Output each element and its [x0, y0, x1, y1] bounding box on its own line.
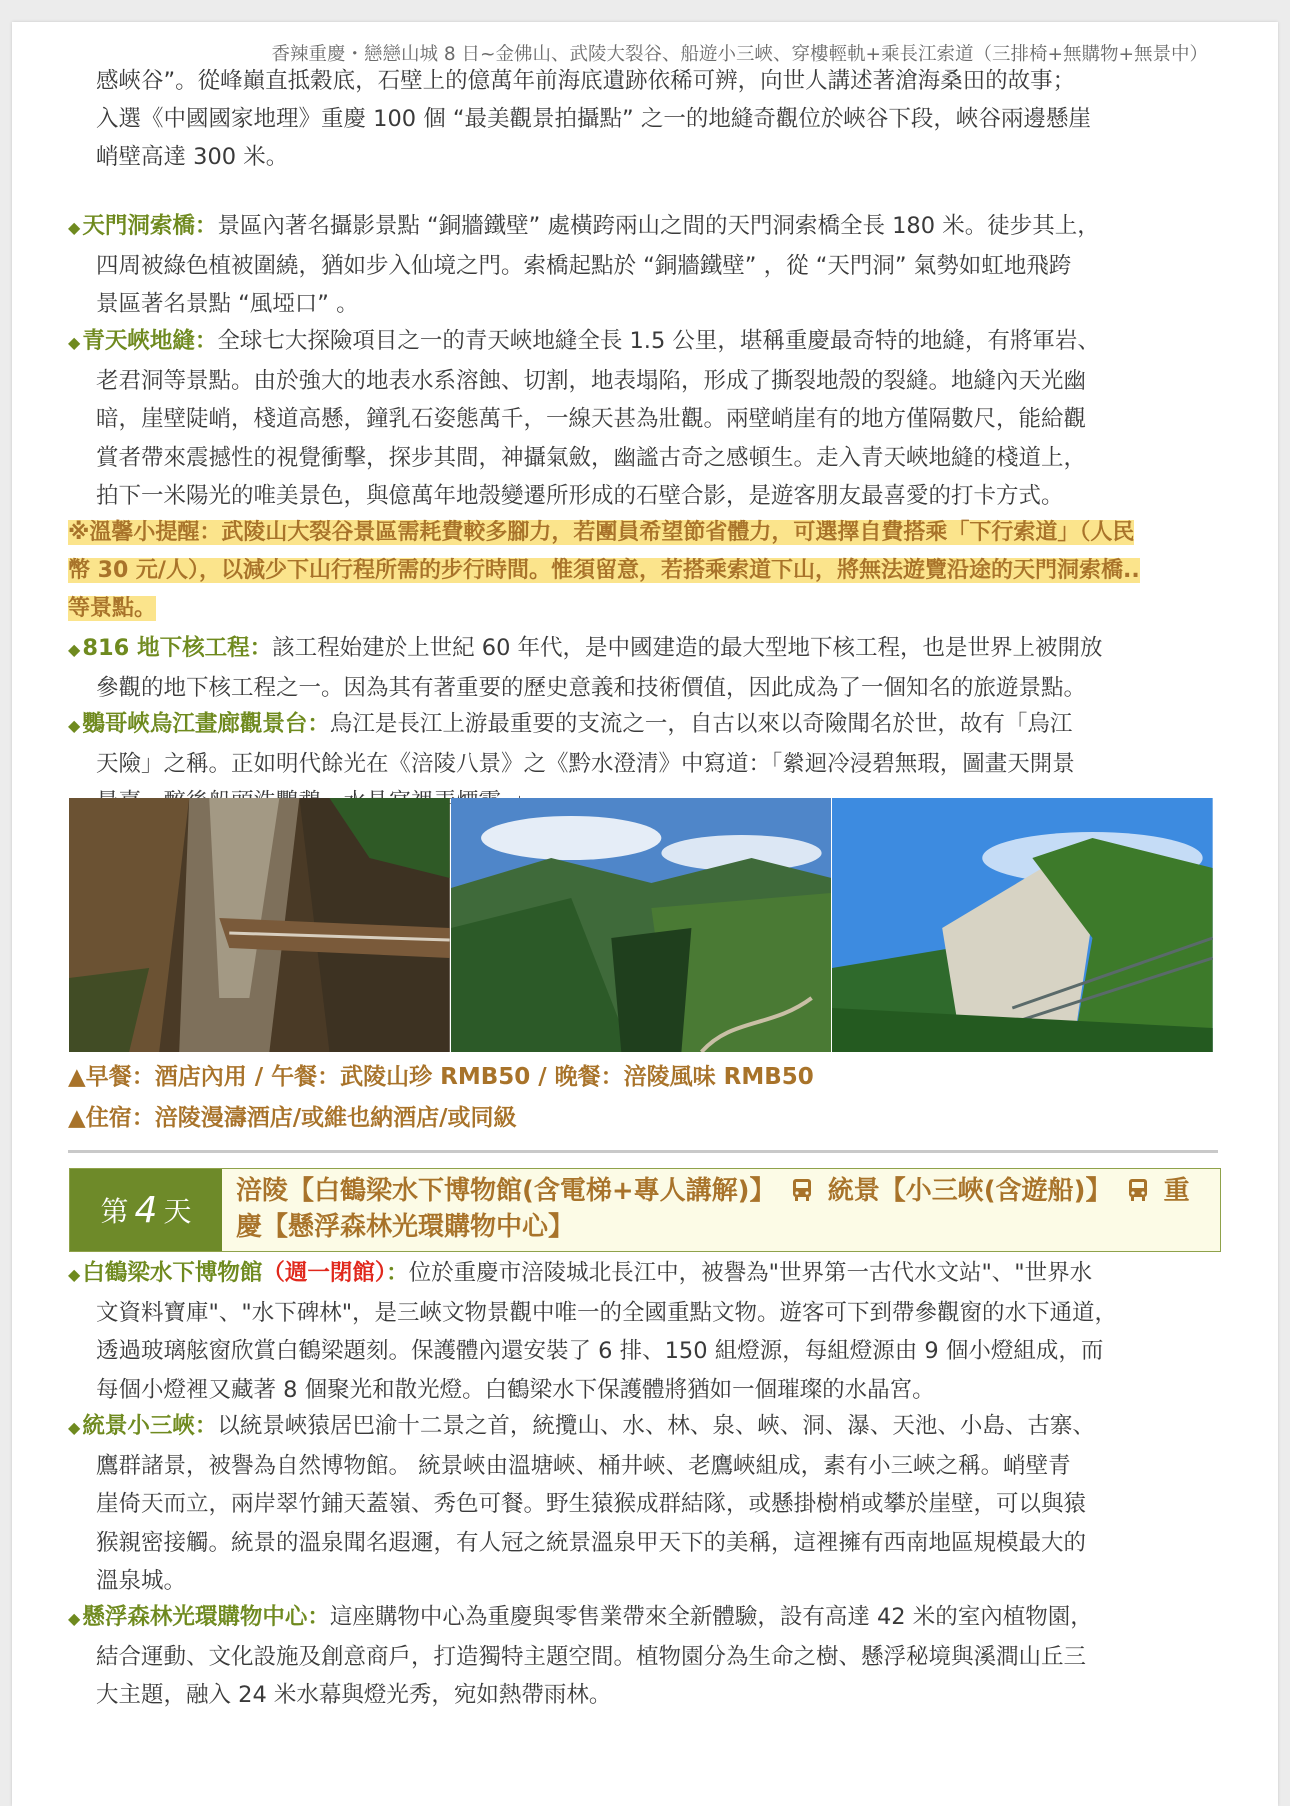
attraction-tianmendong-bridge	[68, 207, 1228, 324]
diamond-bullet-icon: ◆	[68, 333, 81, 352]
accommodation-line: ▲住宿：涪陵漫濤酒店/或維也納酒店/或同級	[68, 1105, 517, 1131]
notice-line: 等景點。	[68, 596, 157, 622]
text-line: 結合運動、文化設施及創意商戶，打造獨特主題空間。植物園分為生命之樹、懸浮秘境與溪澗山丘三	[96, 1644, 1087, 1671]
text-line: 這座購物中心為重慶與零售業帶來全新體驗，設有高達 42 米的室內植物園，	[329, 1604, 1093, 1630]
text-line: 老君洞等景點。由於強大的地表水系溶蝕、切割，地表塌陷，形成了撕裂地殼的裂縫。地縫內天光幽	[96, 368, 1087, 395]
bus-icon	[1127, 1178, 1149, 1202]
attraction-title: 天門洞索橋：	[82, 213, 218, 239]
day-title-segment: 重	[1163, 1176, 1190, 1206]
text-line: 大主題，融入 24 米水幕與燈光秀，宛如熱帶雨林。	[96, 1682, 612, 1709]
attraction-baiheliang-museum	[68, 1254, 1228, 1409]
attraction-title: 懸浮森林光環購物中心：	[82, 1604, 330, 1630]
day-title-segment: 涪陵【白鶴梁水下博物館(含電梯+專人講解)】	[236, 1176, 776, 1206]
text-line: 峭壁高達 300 米。	[96, 144, 289, 171]
photo-cliff-suspension-bridge	[832, 798, 1213, 1052]
day-4-header	[69, 1168, 1221, 1252]
photo-strip	[69, 798, 1213, 1052]
attraction-tongjing-three-gorges	[68, 1407, 1228, 1600]
text-line: 溫泉城。	[96, 1567, 187, 1594]
day-label-prefix: 第	[100, 1195, 129, 1228]
text-line: 文資料寶庫"、"水下碑林"，是三峽文物景觀中唯一的全國重點文物。遊客可下到帶參觀窗的水下通道，	[96, 1300, 1118, 1327]
text-line: 崖倚天而立，兩岸翠竹鋪天蓋嶺、秀色可餐。野生猿猴成群結隊，或懸掛樹梢或攀於崖壁，可以與猿	[96, 1491, 1087, 1518]
diamond-bullet-icon: ◆	[68, 1265, 81, 1284]
text-line: 賞者帶來震撼性的視覺衝擊，探步其間，神攝氣斂，幽謐古奇之感頓生。走入青天峽地縫的棧道上，	[96, 444, 1087, 471]
notice-line: 幣 30 元/人），以減少下山行程所需的步行時間。惟須留意，若搭乘索道下山，將無法遊覽沿途的天門洞索橋..	[68, 558, 1140, 584]
diamond-bullet-icon: ◆	[68, 716, 81, 735]
text-line: 感峽谷”。從峰巔直抵穀底，石壁上的億萬年前海底遺跡依稀可辨，向世人講述著滄海桑田的故事；	[96, 68, 1076, 94]
document-page	[12, 22, 1278, 1806]
diamond-bullet-icon: ◆	[68, 218, 81, 237]
attraction-title: 816 地下核工程：	[82, 635, 273, 661]
text-line: 暗，崖壁陡峭，棧道高懸，鐘乳石姿態萬千，一線天甚為壯觀。兩壁峭崖有的地方僅隔數尺，能給觀	[96, 406, 1087, 433]
attraction-title: 青天峽地縫：	[82, 328, 218, 354]
text-line: 參觀的地下核工程之一。因為其有著重要的歷史意義和技術價值，因此成為了一個知名的旅遊景點。	[96, 675, 1087, 702]
intro-paragraph	[96, 62, 1228, 177]
text-line: 景區內著名攝影景點 “銅牆鐵壁” 處橫跨兩山之間的天門洞索橋全長 180 米。徒步其上，	[217, 213, 1100, 239]
text-line: 以統景峽猿居巴渝十二景之首，統攬山、水、林、泉、峽、洞、瀑、天池、小島、古寨、	[217, 1413, 1095, 1439]
text-line: 入選《中國國家地理》重慶 100 個 “最美觀景拍攝點” 之一的地縫奇觀位於峽谷下段，峽谷兩邊懸崖	[96, 106, 1091, 133]
diamond-bullet-icon: ◆	[68, 1609, 81, 1628]
reminder-notice	[68, 514, 1228, 629]
photo-green-valley	[451, 798, 832, 1052]
text-line: 四周被綠色植被圍繞，猶如步入仙境之門。索橋起點於 “銅牆鐵壁” ，從 “天門洞” 氣勢如虹地飛跨	[96, 253, 1072, 280]
text-line: 該工程始建於上世紀 60 年代，是中國建造的最大型地下核工程，也是世界上被開放	[272, 635, 1103, 661]
day-title-segment: 統景【小三峽(含遊船)】	[827, 1176, 1112, 1206]
text-line: 拍下一米陽光的唯美景色，與億萬年地殼變遷所形成的石壁合影，是遊客朋友最喜愛的打卡方式。	[96, 482, 1064, 509]
text-line: 位於重慶市涪陵城北長江中，被譽為"世界第一古代水文站"、"世界水	[408, 1260, 1093, 1286]
text-line: 天險」之稱。正如明代餘光在《涪陵八景》之《黔水澄清》中寫道：「縈迴冷浸碧無瑕，圖畫天開景	[96, 751, 1075, 778]
diamond-bullet-icon: ◆	[68, 1418, 81, 1437]
attraction-816-nuclear-project	[68, 629, 1228, 707]
attraction-title: 白鶴梁水下博物館	[82, 1260, 263, 1286]
text-line: 每個小燈裡又藏著 8 個聚光和散光燈。白鶴梁水下保護體將猶如一個璀璨的水晶宮。	[96, 1376, 935, 1403]
section-divider	[68, 1150, 1218, 1153]
bus-icon	[791, 1178, 813, 1202]
day-label	[70, 1169, 222, 1251]
attraction-title: 統景小三峽：	[82, 1413, 218, 1439]
running-header: 香辣重慶・戀戀山城 8 日~金佛山、武陵大裂谷、船遊小三峽、穿樓輕軌+乘長江索道（三排椅+無購物+無景中）	[271, 44, 1208, 65]
text-line: 鷹群諸景，被譽為自然博物館。 統景峽由溫塘峽、桶井峽、老鷹峽組成，素有小三峽之稱。峭壁青	[96, 1453, 1071, 1480]
text-line: 透過玻璃舷窗欣賞白鶴梁題刻。保護體內還安裝了 6 排、150 組燈源，每組燈源由 9 個小燈組成，而	[96, 1338, 1104, 1365]
text-line: 全球七大探險項目之一的青天峽地縫全長 1.5 公里，堪稱重慶最奇特的地縫，有將軍岩、	[217, 328, 1100, 354]
attraction-qingtianxia-fissure	[68, 322, 1228, 515]
attraction-title: 鸚哥峽烏江畫廊觀景台：	[82, 711, 330, 737]
diamond-bullet-icon: ◆	[68, 640, 81, 659]
attraction-mixc-suspended-forest	[68, 1598, 1228, 1715]
day-number: 4	[134, 1189, 158, 1231]
attraction-title-colon: ：	[386, 1260, 409, 1286]
text-line: 猴親密接觸。統景的溫泉聞名遐邇，有人冠之統景溫泉甲天下的美稱，這裡擁有西南地區規模最大的	[96, 1529, 1087, 1556]
meals-line: ▲早餐：酒店內用 / 午餐：武陵山珍 RMB50 / 晚餐：涪陵風味 RMB50	[68, 1064, 814, 1090]
closed-note: （週一閉館）	[262, 1260, 387, 1286]
text-line: 烏江是長江上游最重要的支流之一，自古以來以奇險聞名於世，故有「烏江	[329, 711, 1073, 737]
day-label-suffix: 天	[163, 1195, 192, 1228]
notice-line: ※溫馨小提醒：武陵山大裂谷景區需耗費較多腳力，若團員希望節省體力，可選擇自費搭乘「下行索道」（人民	[68, 520, 1135, 545]
day-title-segment: 慶【懸浮森林光環購物中心】	[236, 1212, 575, 1242]
photo-canyon-plank-road	[69, 798, 450, 1052]
day-title	[222, 1169, 1220, 1251]
text-line: 景區著名景點 “風埡口” 。	[96, 291, 359, 318]
